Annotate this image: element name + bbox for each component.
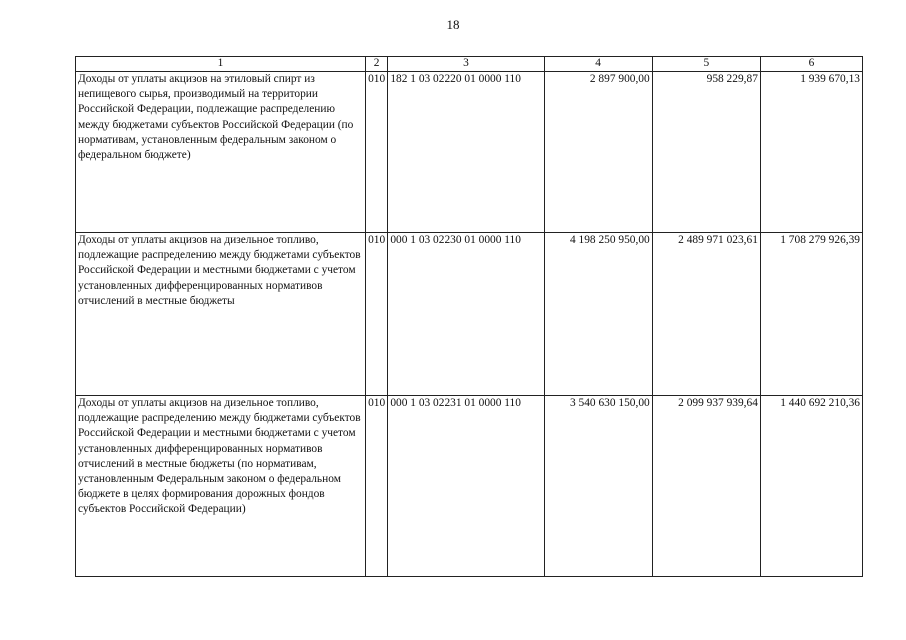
table-row xyxy=(76,396,863,577)
amount-col6-cell: 1 939 670,13 xyxy=(760,72,862,233)
amount-col6-cell: 1 440 692 210,36 xyxy=(760,396,862,577)
budget-classification-code-cell: 000 1 03 02230 01 0000 110 xyxy=(388,233,544,396)
amount-col6-cell: 1 708 279 926,39 xyxy=(760,233,862,396)
budget-classification-code-cell: 182 1 03 02220 01 0000 110 xyxy=(388,72,544,233)
amount-col4-cell: 2 897 900,00 xyxy=(544,72,652,233)
budget-revenue-table xyxy=(75,56,863,577)
column-header-6: 6 xyxy=(760,57,862,72)
page-number: 18 xyxy=(446,17,460,32)
budget-classification-code-cell: 000 1 03 02231 01 0000 110 xyxy=(388,396,544,577)
column-number-header-row xyxy=(76,57,863,72)
admin-code-cell: 010 xyxy=(365,72,387,233)
column-header-5: 5 xyxy=(652,57,760,72)
amount-col5-cell: 958 229,87 xyxy=(652,72,760,233)
revenue-name-cell: Доходы от уплаты акцизов на этиловый спирт из непищевого сырья, производимый на территории Российской Федерации, подлежащие распределению между бюджетами субъектов Российской Федерации (по нормативам, установленным федеральным законом о федеральном бюджете) xyxy=(76,72,366,233)
revenue-name-cell: Доходы от уплаты акцизов на дизельное топливо, подлежащие распределению между бюджетами субъектов Российской Федерации и местными бюджетами с учетом установленных дифференцированных нормативов отчислений в местные бюджеты xyxy=(76,233,366,396)
amount-col4-cell: 3 540 630 150,00 xyxy=(544,396,652,577)
amount-col5-cell: 2 489 971 023,61 xyxy=(652,233,760,396)
amount-col4-cell: 4 198 250 950,00 xyxy=(544,233,652,396)
column-header-1: 1 xyxy=(76,57,366,72)
table-row xyxy=(76,72,863,233)
column-header-3: 3 xyxy=(388,57,544,72)
admin-code-cell: 010 xyxy=(365,233,387,396)
admin-code-cell: 010 xyxy=(365,396,387,577)
column-header-4: 4 xyxy=(544,57,652,72)
revenue-name-cell: Доходы от уплаты акцизов на дизельное топливо, подлежащие распределению между бюджетами субъектов Российской Федерации и местными бюджетами с учетом установленных дифференцированных нормативов отчислений в местные бюджеты (по нормативам, установленным Федеральным законом о федеральном бюджете в целях формирования дорожных фондов субъектов Российской Федерации) xyxy=(76,396,366,577)
column-header-2: 2 xyxy=(365,57,387,72)
amount-col5-cell: 2 099 937 939,64 xyxy=(652,396,760,577)
table-row xyxy=(76,233,863,396)
